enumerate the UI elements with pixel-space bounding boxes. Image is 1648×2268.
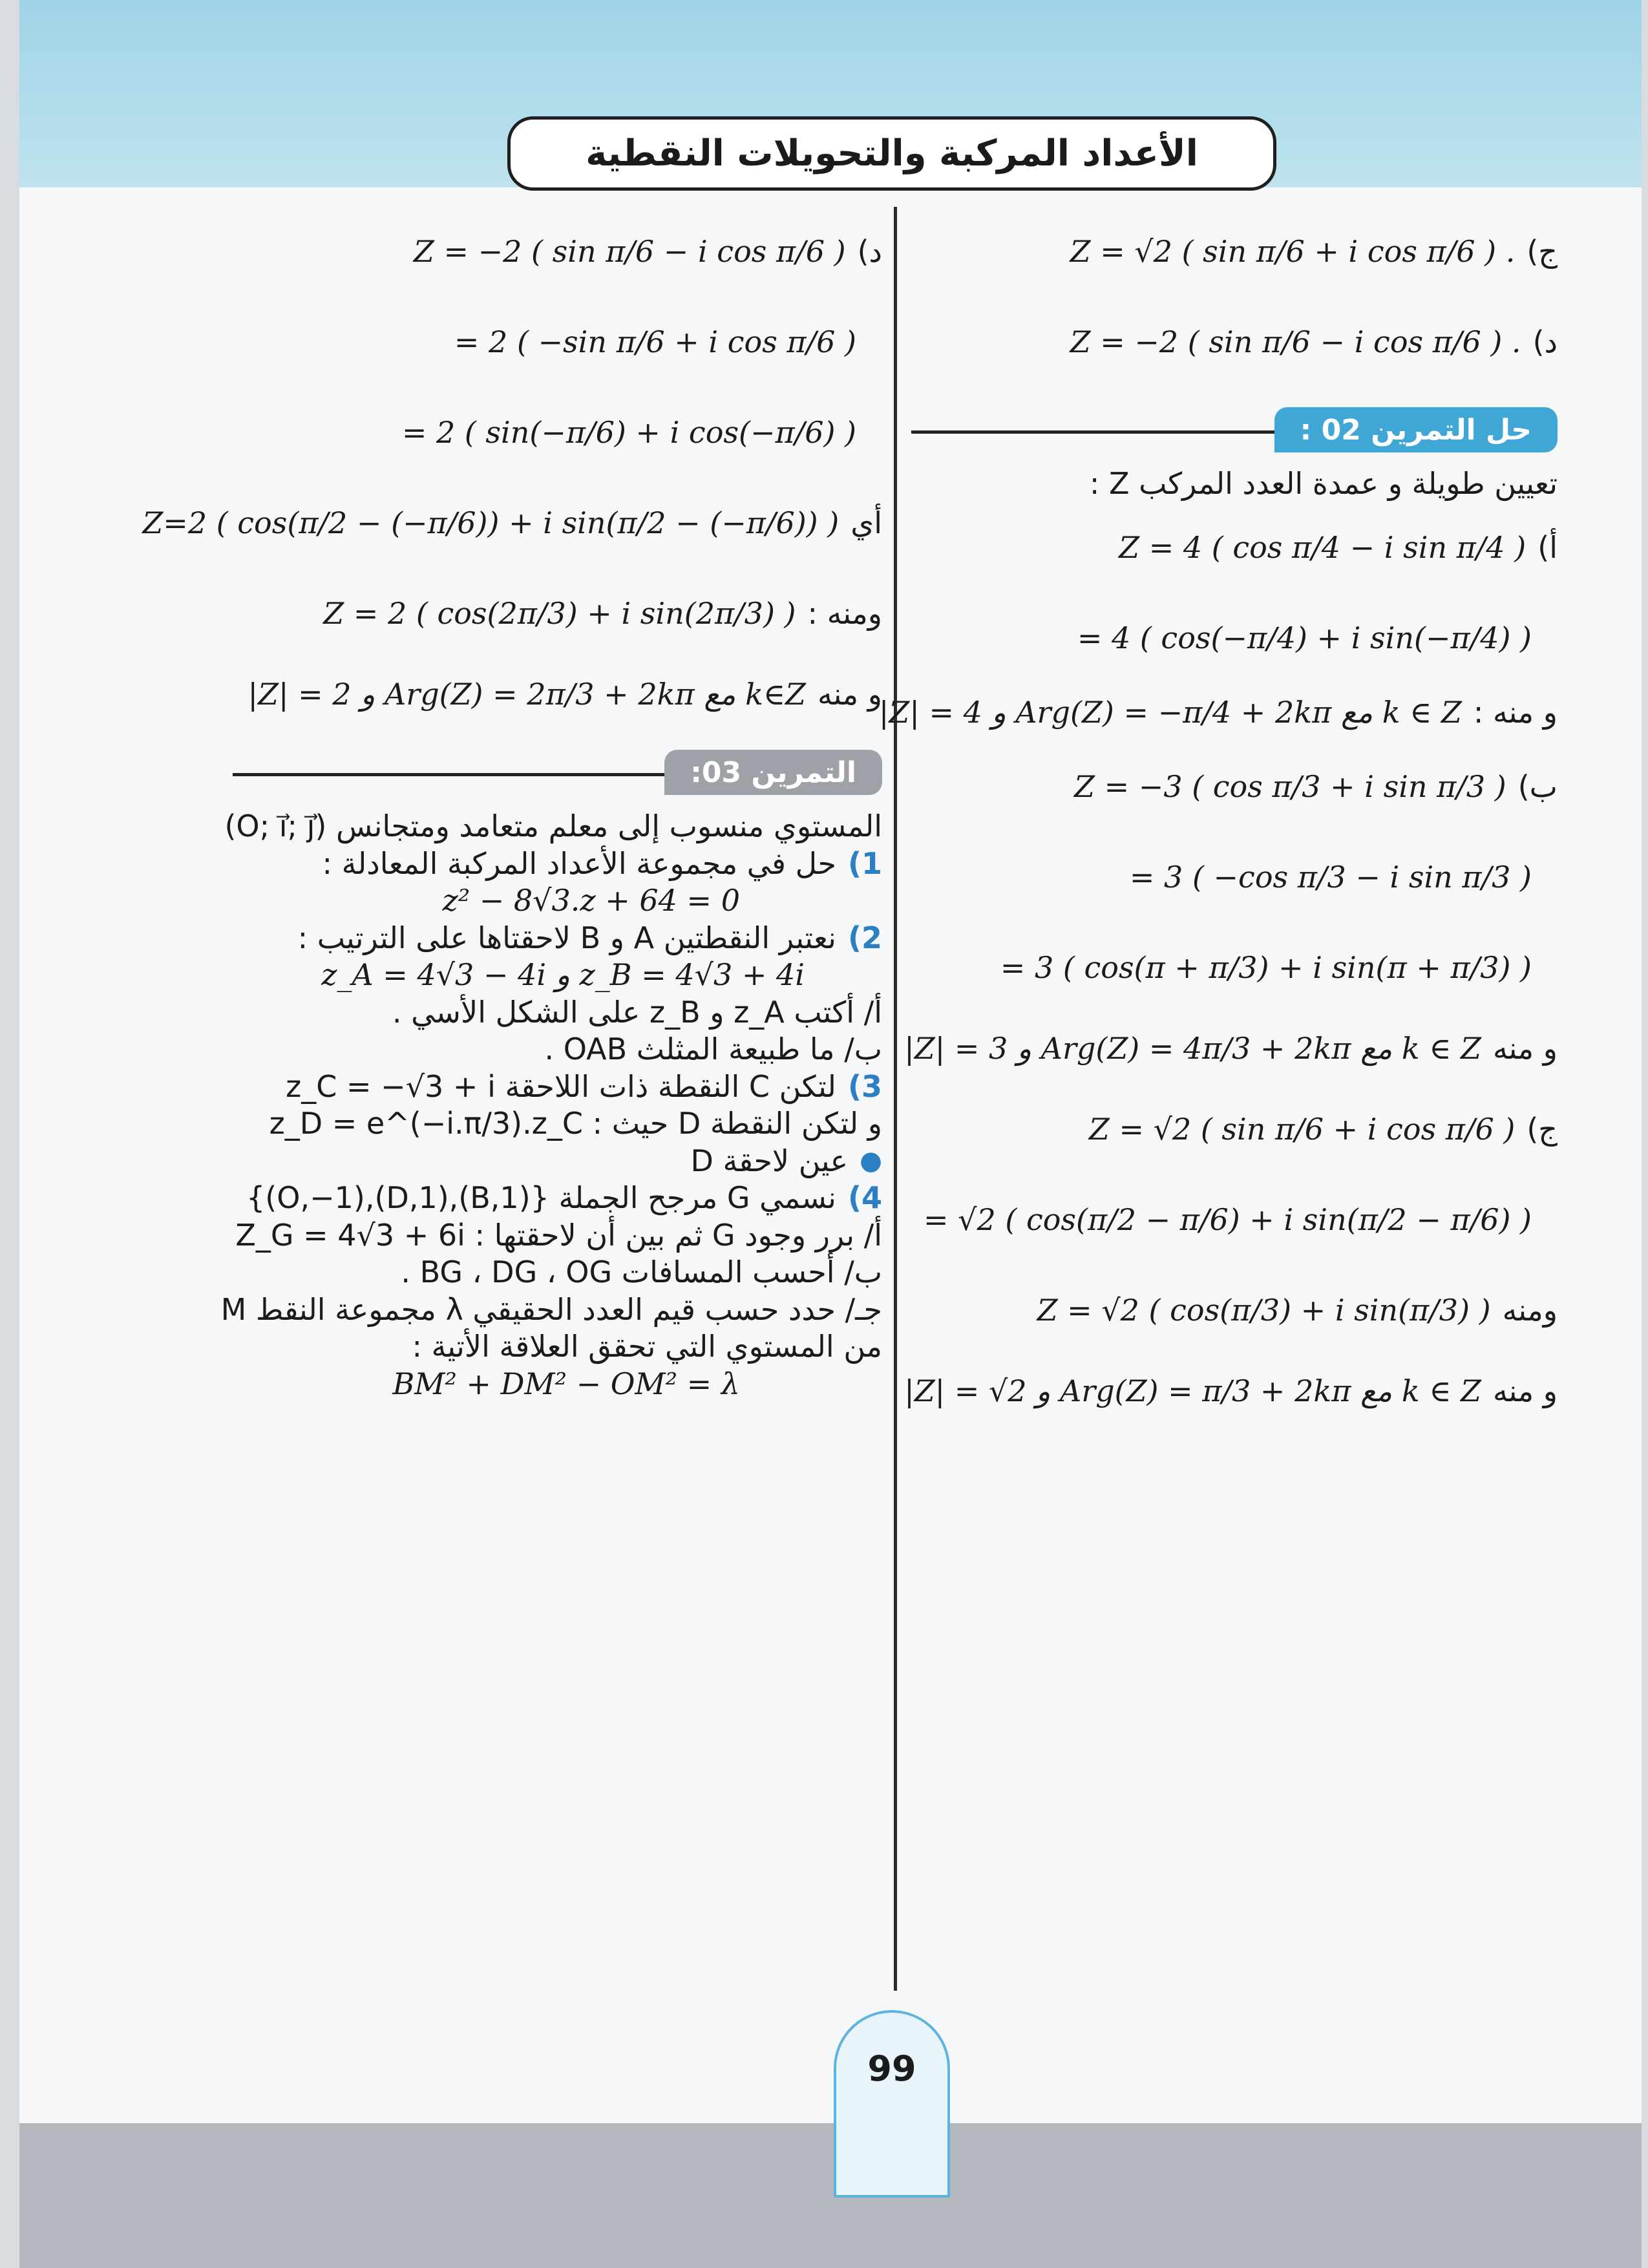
question-3c: [233, 1143, 882, 1180]
equation: = 2 ( sin(−π/6) + i cos(−π/6) ): [401, 415, 856, 450]
chapter-title: الأعداد المركبة والتحويلات النقطية: [507, 116, 1276, 191]
result-prefix: و منه :: [1473, 694, 1558, 730]
equation: = 3 ( cos(π + π/3) + i sin(π + π/3) ): [1000, 949, 1532, 985]
result: |Z| = √2 و Arg(Z) = π/3 + 2kπ مع k ∈ Z: [904, 1373, 1481, 1408]
equation: Z = √2 ( sin π/6 + i cos π/6 ): [1088, 1111, 1516, 1147]
part-label: د): [857, 234, 882, 270]
result-prefix: و منه: [1492, 1373, 1558, 1408]
question-3: [233, 1068, 882, 1106]
question-number: 3): [847, 1068, 882, 1104]
equation: Z = 4 ( cos π/4 − i sin π/4 ): [1119, 529, 1527, 565]
exercise-02-intro: تعيين طويلة و عمدة العدد المركب Z :: [1089, 466, 1558, 501]
question-text: لتكن C النقطة ذات اللاحقة z_C = −√3 + i: [286, 1068, 836, 1104]
part-label: ج): [1527, 1111, 1558, 1147]
exercise-03-header: [233, 750, 882, 795]
exercise-02-header: [911, 407, 1558, 452]
equation: Z = 2 ( cos(2π/3) + i sin(2π/3) ): [323, 596, 796, 631]
part-a-eq2: [911, 593, 1558, 684]
equation: Z = −2 ( sin π/6 − i cos π/6 ): [413, 234, 846, 270]
part-d-result: [233, 659, 882, 730]
exercise-03-title: التمرين 03:: [664, 750, 882, 795]
question-2a: أ/ أكتب z_A و z_B على الشكل الأسي .: [392, 994, 882, 1030]
part-label: ب): [1517, 768, 1558, 804]
item-c-top: [911, 207, 1558, 297]
question-3b: و لتكن النقطة D حيث : z_D = e^(−i.π/3).z_C: [269, 1106, 882, 1141]
part-b-eq3: [911, 923, 1558, 1013]
question-4c-equation: [233, 1366, 882, 1403]
result: |Z| = 4 و Arg(Z) = −π/4 + 2kπ مع k ∈ Z: [878, 694, 1462, 730]
result-prefix: و منه: [817, 677, 882, 712]
equation: z² − 8√3.z + 64 = 0: [442, 883, 740, 918]
equation: Z = √2 ( sin π/6 + i cos π/6 ) .: [1070, 234, 1516, 270]
part-c-eq3: [911, 1266, 1558, 1356]
part-d-eq4: [142, 478, 882, 569]
question-text: عين لاحقة D: [690, 1143, 849, 1178]
part-c-eq1: [911, 1085, 1558, 1175]
item-d-top: [911, 297, 1558, 388]
result: |Z| = 3 و Arg(Z) = 4π/3 + 2kπ مع k ∈ Z: [904, 1030, 1481, 1066]
equation: = 4 ( cos(−π/4) + i sin(−π/4) ): [1077, 620, 1532, 655]
page: [19, 0, 1642, 2268]
question-text: نعتبر النقطتين A و B لاحقتاها على الترتيب :: [297, 920, 836, 955]
part-c-result: [904, 1356, 1558, 1427]
question-2-equation: [233, 957, 882, 994]
eq-prefix: ومنه: [1502, 1292, 1558, 1328]
question-2b: ب/ ما طبيعة المثلث OAB .: [544, 1032, 882, 1066]
right-column: [878, 207, 1558, 1427]
equation: Z=2 ( cos(π/2 − (−π/6)) + i sin(π/2 − (−π/6)) ): [142, 505, 840, 541]
question-number: 2): [847, 920, 882, 955]
question-1-equation: [233, 882, 882, 920]
part-d-eq2: [233, 297, 882, 388]
equation: = 2 ( −sin π/6 + i cos π/6 ): [454, 324, 856, 360]
result-prefix: و منه: [1492, 1030, 1558, 1066]
column-divider: [894, 207, 897, 1991]
exercise-03-intro: المستوي منسوب إلى معلم متعامد ومتجانس (O; i⃗; j⃗): [224, 809, 882, 843]
part-d-eq3: [233, 388, 882, 478]
left-column: [142, 207, 882, 1403]
part-c-eq2: [911, 1175, 1558, 1266]
question-number: 4): [847, 1180, 882, 1215]
question-4b: ب/ أحسب المسافات BG ، DG ، OG .: [401, 1255, 882, 1289]
bullet-icon: ●: [860, 1146, 882, 1176]
eq-prefix: ومنه :: [807, 596, 882, 631]
question-4c: جـ/ حدد حسب قيم العدد الحقيقي λ مجموعة النقط M: [220, 1291, 882, 1327]
equation: Z = −2 ( sin π/6 − i cos π/6 ) .: [1070, 324, 1521, 360]
result: |Z| = 2 و Arg(Z) = 2π/3 + 2kπ مع k∈Z: [248, 677, 806, 712]
part-a-result: [878, 684, 1558, 742]
equation: = √2 ( cos(π/2 − π/6) + i sin(π/2 − π/6) ): [924, 1202, 1532, 1237]
question-text: نسمي G مرجح الجملة {(B,1),(D,1),(O,−1)}: [246, 1180, 836, 1215]
item-label: ج): [1527, 234, 1558, 270]
footer-band: [19, 2123, 1642, 2268]
part-a-eq1: [911, 503, 1558, 593]
part-b-result: [904, 1013, 1558, 1085]
part-b-eq2: [911, 832, 1558, 923]
equation: Z = √2 ( cos(π/3) + i sin(π/3) ): [1037, 1292, 1491, 1328]
part-d-eq1: [233, 207, 882, 297]
question-number: 1): [847, 845, 882, 881]
equation: BM² + DM² − OM² = λ: [392, 1366, 740, 1401]
question-4: [233, 1180, 882, 1217]
equation: Z = −3 ( cos π/3 + i sin π/3 ): [1074, 768, 1506, 804]
question-1: [233, 845, 882, 883]
question-text: حل في مجموعة الأعداد المركبة المعادلة :: [322, 845, 836, 881]
equation: z_A = 4√3 − 4i و z_B = 4√3 + 4i: [321, 957, 805, 992]
part-b-eq1: [911, 742, 1558, 832]
question-4c-continued: من المستوي التي تحقق العلاقة الأتية :: [412, 1329, 882, 1364]
question-2: [233, 920, 882, 957]
equation: = 3 ( −cos π/3 − i sin π/3 ): [1129, 859, 1532, 895]
part-d-eq5: [233, 569, 882, 659]
question-4a: أ/ برر وجود G ثم بين أن لاحقتها : Z_G = 4√3 + 6i: [235, 1217, 882, 1253]
exercise-02-title: حل التمرين 02 :: [1274, 407, 1558, 452]
item-label: د): [1532, 324, 1558, 360]
page-number: 99: [834, 2010, 950, 2198]
eq-prefix: أي: [850, 505, 882, 541]
part-label: أ): [1537, 529, 1558, 565]
